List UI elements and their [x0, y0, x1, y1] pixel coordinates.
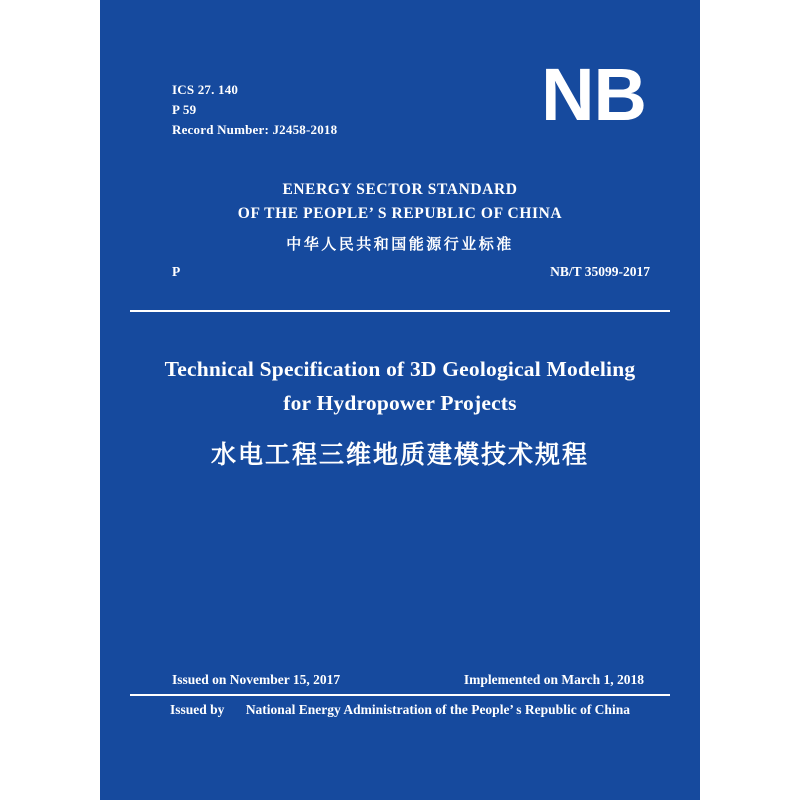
standard-number: NB/T 35099-2017 [550, 264, 650, 279]
record-number: Record Number: J2458-2018 [172, 122, 338, 138]
divider-top [130, 310, 670, 312]
standard-heading [100, 178, 700, 254]
issued-by-label: Issued by [170, 702, 225, 717]
issuer-row [100, 702, 700, 718]
category-letter: P [172, 264, 181, 279]
date-row [172, 672, 644, 688]
implemented-on-date: Implemented on March 1, 2018 [463, 672, 644, 687]
page-title [144, 352, 656, 471]
title-english-line-2: for Hydropower Projects [283, 391, 517, 416]
classification-codes [172, 80, 337, 140]
standard-heading-line-1: ENERGY SECTOR STANDARD [282, 181, 518, 198]
standard-heading-line-2: OF THE PEOPLE’ S REPUBLIC OF CHINA [237, 205, 563, 223]
nb-logo: NB [541, 53, 646, 136]
title-chinese: 水电工程三维地质建模技术规程 [210, 439, 589, 469]
issued-on-date: Issued on November 15, 2017 [172, 672, 341, 687]
ics-code: ICS 27. 140 [172, 82, 239, 97]
standard-cover [100, 0, 700, 800]
category-code-line: P 59 [172, 102, 197, 118]
code-number-row [172, 264, 650, 280]
title-english-line-1: Technical Specification of 3D Geological Modeling [164, 357, 636, 381]
issued-by-value: National Energy Administration of the People’ s Republic of China [245, 702, 630, 717]
standard-heading-chinese: 中华人民共和国能源行业标准 [286, 235, 514, 254]
divider-bottom [130, 694, 670, 696]
